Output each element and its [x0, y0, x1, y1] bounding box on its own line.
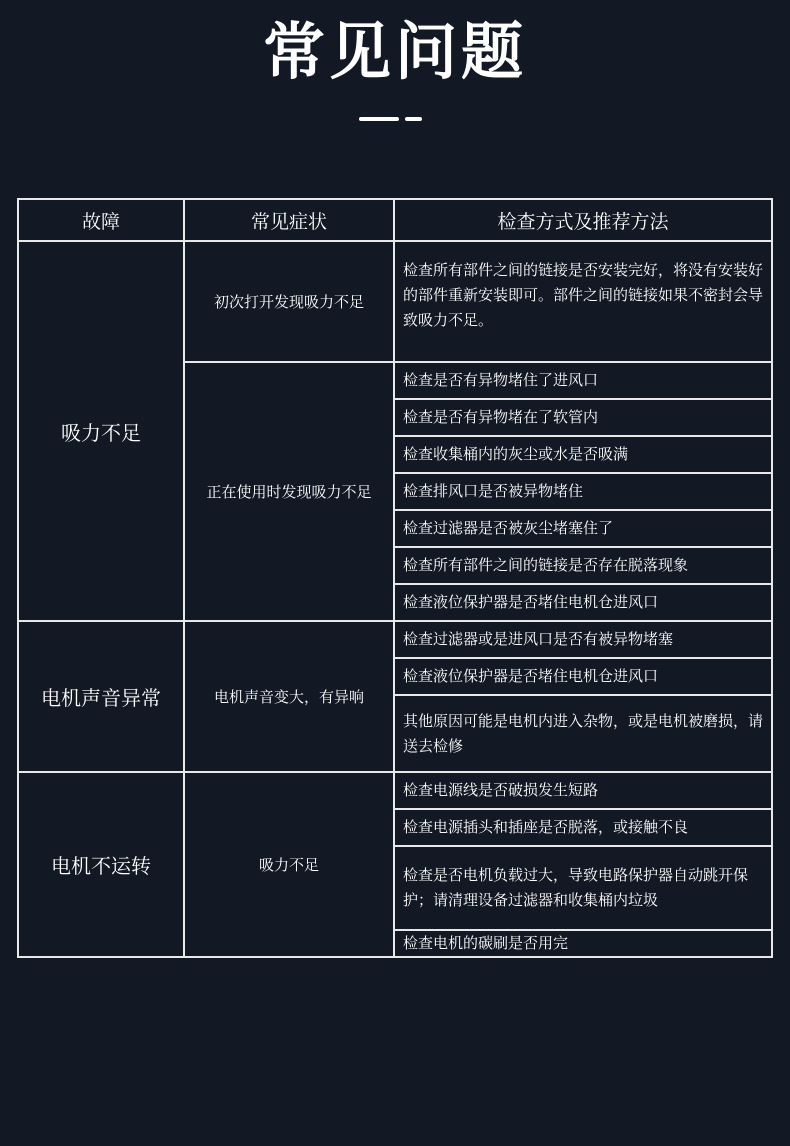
symptom-cell: 吸力不足	[184, 772, 394, 957]
method-cell: 检查电源线是否破损发生短路	[394, 772, 772, 809]
method-cell: 检查液位保护器是否堵住电机仓进风口	[394, 584, 772, 621]
method-cell: 检查是否有异物堵住了进风口	[394, 362, 772, 399]
symptom-cell: 电机声音变大，有异响	[184, 621, 394, 772]
method-cell: 检查液位保护器是否堵住电机仓进风口	[394, 658, 772, 695]
fault-cell: 电机声音异常	[18, 621, 184, 772]
symptom-cell: 初次打开发现吸力不足	[184, 241, 394, 362]
table-header-row	[18, 199, 772, 241]
table-row	[18, 772, 772, 809]
method-cell: 检查是否电机负载过大，导致电路保护器自动跳开保护；请清理设备过滤器和收集桶内垃圾	[394, 846, 772, 930]
header-symptom: 常见症状	[184, 199, 394, 241]
method-cell: 检查是否有异物堵在了软管内	[394, 399, 772, 436]
faq-table	[17, 198, 773, 958]
method-cell: 检查过滤器是否被灰尘堵塞住了	[394, 510, 772, 547]
table-row	[18, 621, 772, 658]
method-cell: 检查所有部件之间的链接是否安装完好，将没有安装好的部件重新安装即可。部件之间的链接如果不密封会导致吸力不足。	[394, 241, 772, 362]
title-divider	[359, 117, 399, 121]
method-cell: 其他原因可能是电机内进入杂物，或是电机被磨损，请送去检修	[394, 695, 772, 772]
table-row	[18, 241, 772, 362]
method-cell: 检查过滤器或是进风口是否有被异物堵塞	[394, 621, 772, 658]
method-cell: 检查排风口是否被异物堵住	[394, 473, 772, 510]
method-cell: 检查电源插头和插座是否脱落，或接触不良	[394, 809, 772, 846]
header-method: 检查方式及推荐方法	[394, 199, 772, 241]
header-fault: 故障	[18, 199, 184, 241]
method-cell: 检查收集桶内的灰尘或水是否吸满	[394, 436, 772, 473]
method-cell: 检查所有部件之间的链接是否存在脱落现象	[394, 547, 772, 584]
title-divider-accent	[405, 117, 422, 121]
fault-cell: 电机不运转	[18, 772, 184, 957]
method-cell: 检查电机的碳刷是否用完	[394, 930, 772, 957]
symptom-cell: 正在使用时发现吸力不足	[184, 362, 394, 621]
page-title: 常见问题	[262, 15, 527, 88]
fault-cell: 吸力不足	[18, 241, 184, 621]
